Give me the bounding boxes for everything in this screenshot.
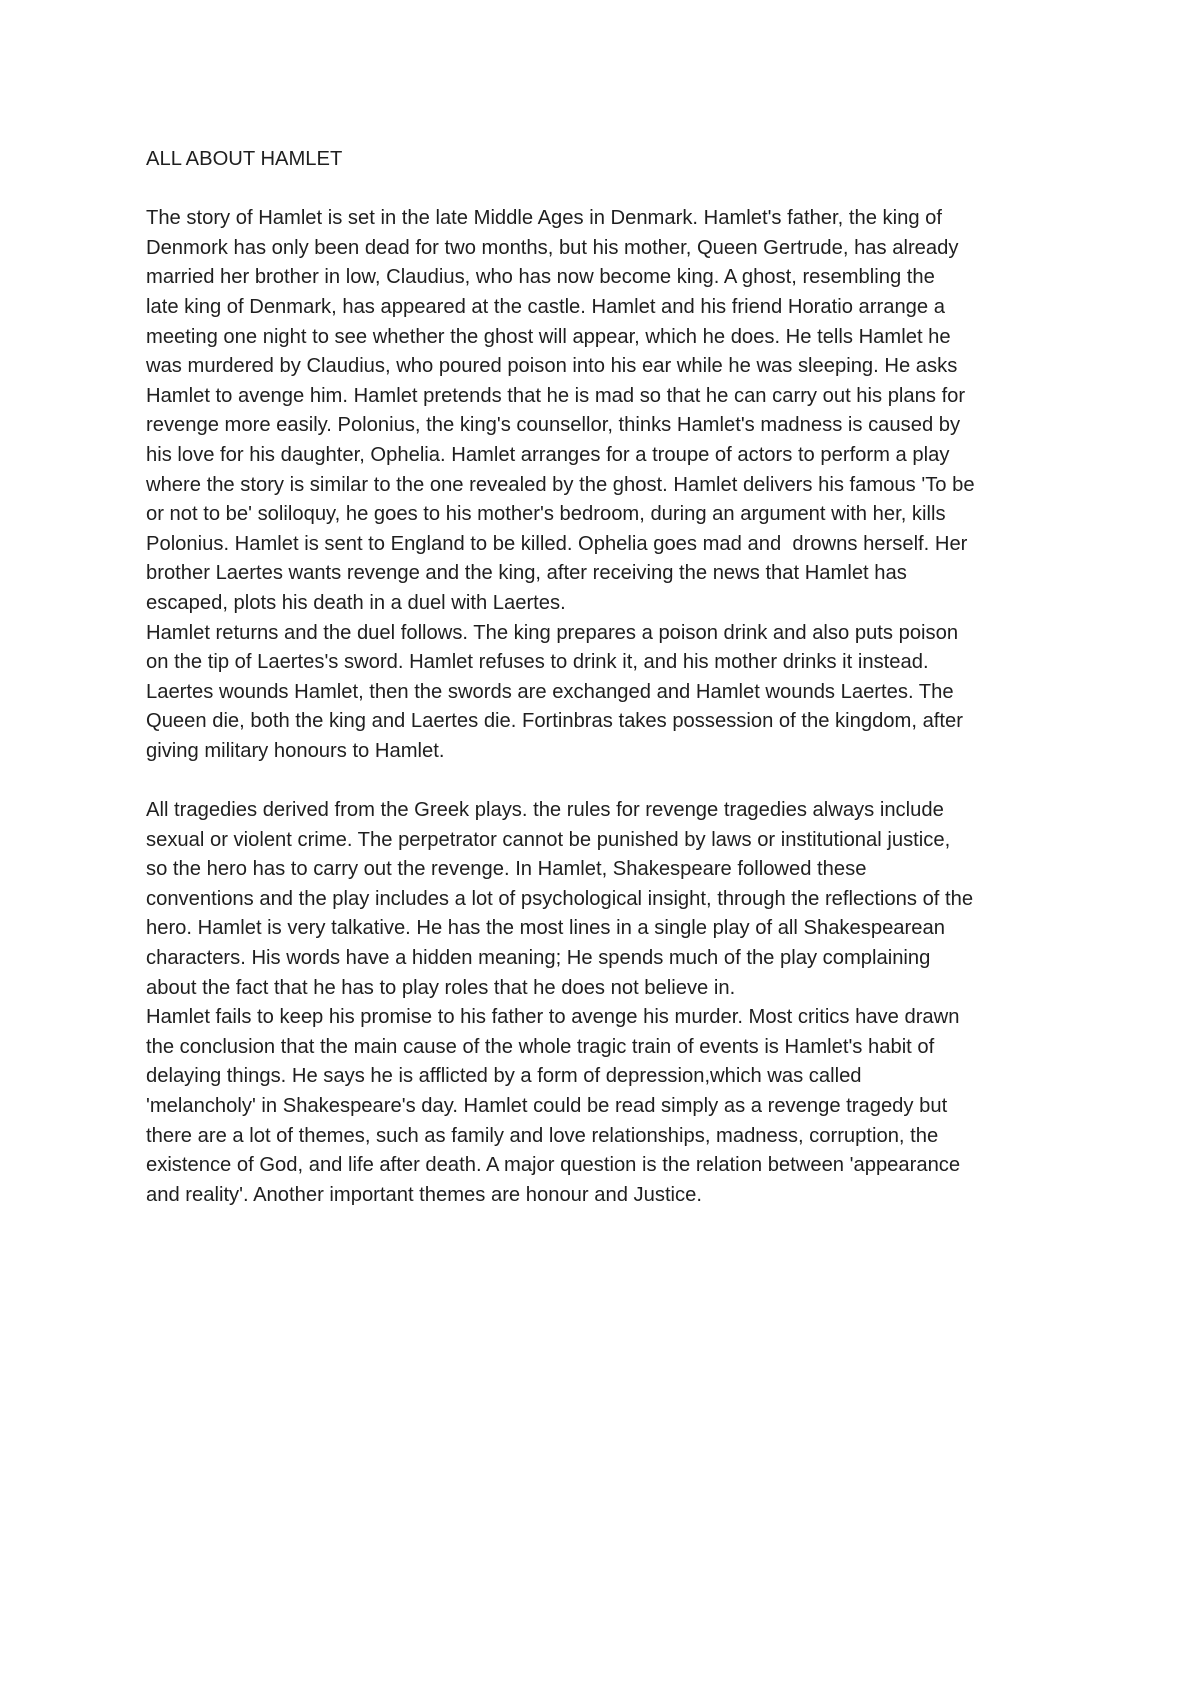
text-line: The story of Hamlet is set in the late Middle Ages in Denmark. Hamlet's father, the king of [146, 207, 943, 230]
text-line: Hamlet returns and the duel follows. The king prepares a poison drink and also puts poison [146, 621, 959, 644]
text-line: revenge more easily. Polonius, the king's counsellor, thinks Hamlet's madness is caused by [146, 414, 961, 437]
text-line: and reality'. Another important themes are honour and Justice. [146, 1183, 702, 1206]
text-line: 'melancholy' in Shakespeare's day. Hamlet could be read simply as a revenge tragedy but [146, 1095, 948, 1117]
paragraph-themes [146, 1003, 1076, 1210]
text-line: escaped, plots his death in a duel with Laertes. [146, 591, 566, 614]
paragraph-duel [146, 619, 1076, 767]
text-line: so the hero has to carry out the revenge. In Hamlet, Shakespeare followed these [146, 858, 867, 881]
text-line: brother Laertes wants revenge and the king, after receiving the news that Hamlet has [146, 562, 907, 585]
text-line: late king of Denmark, has appeared at the castle. Hamlet and his friend Horatio arrange a [146, 295, 945, 318]
text-line: sexual or violent crime. The perpetrator cannot be punished by laws or institutional justice, [146, 828, 951, 851]
text-line: hero. Hamlet is very talkative. He has the most lines in a single play of all Shakespearean [146, 917, 945, 940]
text-line: characters. His words have a hidden meaning; He spends much of the play complaining [146, 947, 931, 970]
document-body [146, 145, 1076, 1210]
text-line: or not to be' soliloquy, he goes to his mother's bedroom, during an argument with her, kills [146, 503, 946, 526]
text-line: Laertes wounds Hamlet, then the swords are exchanged and Hamlet wounds Laertes. The [146, 680, 954, 703]
blank-line [146, 766, 1076, 796]
paragraph-plot-summary [146, 204, 1076, 618]
text-line: on the tip of Laertes's sword. Hamlet refuses to drink it, and his mother drinks it instead. [146, 651, 929, 674]
document-title: ALL ABOUT HAMLET [146, 148, 343, 170]
text-line: about the fact that he has to play roles that he does not believe in. [146, 976, 736, 999]
text-line: the conclusion that the main cause of the whole tragic train of events is Hamlet's habit of [146, 1035, 935, 1058]
text-line: married her brother in low, Claudius, who has now become king. A ghost, resembling the [146, 266, 935, 289]
text-line: delaying things. He says he is afflicted by a form of depression,which was called [146, 1065, 862, 1088]
text-line: there are a lot of themes, such as family and love relationships, madness, corruption, the [146, 1124, 939, 1147]
text-line: meeting one night to see whether the ghost will appear, which he does. He tells Hamlet he [146, 325, 951, 348]
text-line: Denmork has only been dead for two months, but his mother, Queen Gertrude, has already [146, 236, 959, 259]
paragraph-revenge-tragedy [146, 796, 1076, 1003]
text-line: where the story is similar to the one revealed by the ghost. Hamlet delivers his famous 'To be [146, 473, 975, 496]
text-line: his love for his daughter, Ophelia. Hamlet arranges for a troupe of actors to perform a play [146, 443, 950, 466]
text-line: Queen die, both the king and Laertes die. Fortinbras takes possession of the kingdom, after [146, 710, 963, 733]
text-line: All tragedies derived from the Greek plays. the rules for revenge tragedies always include [146, 799, 944, 822]
text-line: was murdered by Claudius, who poured poison into his ear while he was sleeping. He asks [146, 355, 958, 378]
text-line: Hamlet fails to keep his promise to his father to avenge his murder. Most critics have drawn [146, 1006, 960, 1029]
text-line: existence of God, and life after death. A major question is the relation between 'appearance [146, 1154, 961, 1177]
text-line: Polonius. Hamlet is sent to England to be killed. Ophelia goes mad and drowns herself. Her [146, 532, 968, 555]
text-line: Hamlet to avenge him. Hamlet pretends that he is mad so that he can carry out his plans for [146, 384, 966, 407]
blank-line [146, 175, 1076, 205]
text-line: giving military honours to Hamlet. [146, 739, 445, 762]
text-line: conventions and the play includes a lot of psychological insight, through the reflections of the [146, 887, 974, 910]
